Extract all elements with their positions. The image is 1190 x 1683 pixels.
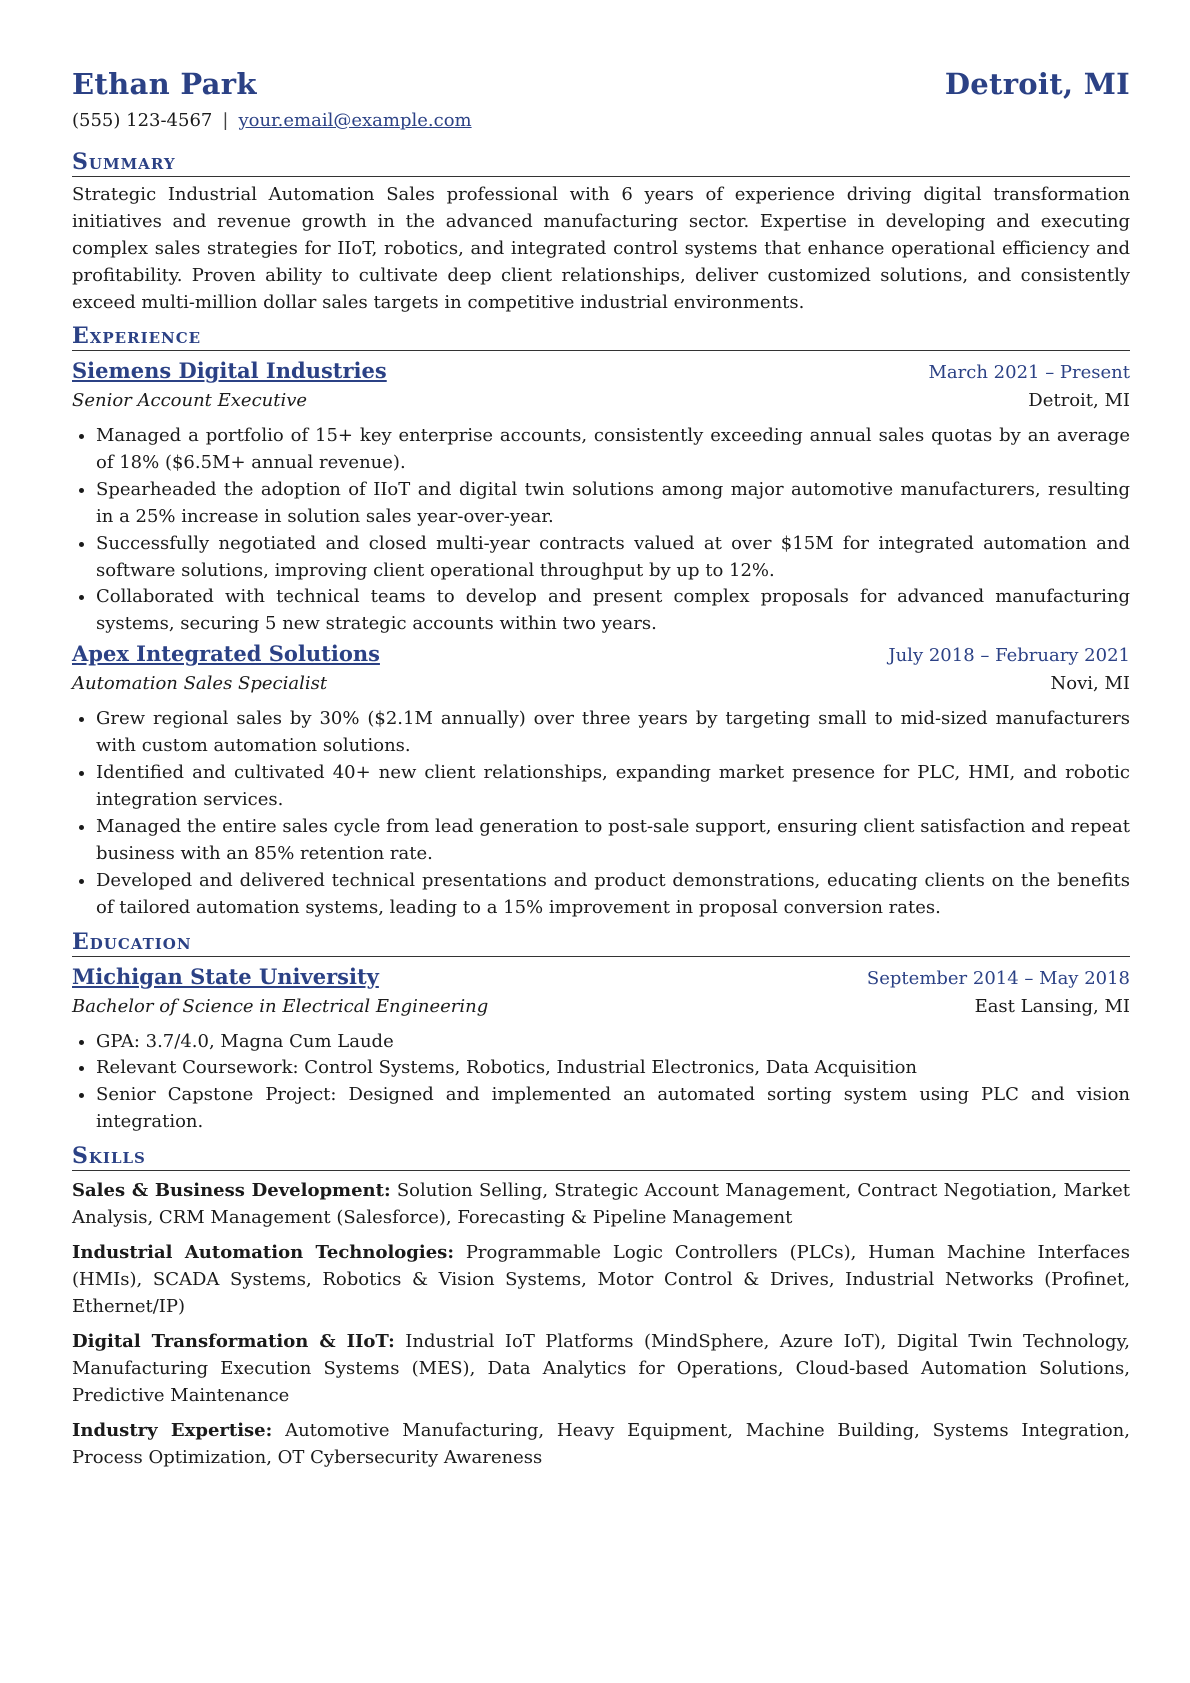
- list-item: • Relevant Coursework: Control Systems, Robotics, Industrial Electronics, Data Acquisition: [96, 1055, 1130, 1082]
- skill-group-label: Digital Transformation & IIoT:: [72, 1331, 395, 1353]
- skill-group-text: Industrial IoT Platforms (MindSphere, Azure IoT), Digital Twin Technology, Manufacturing Execution Systems (MES), Data Analytics for Operations, Cloud-based Automation Solutions, Predictive Maintenance: [72, 1331, 1130, 1407]
- skill-group: [72, 1239, 1130, 1320]
- employer-name[interactable]: Apex Integrated Solutions: [72, 641, 380, 667]
- responsibility-list: [72, 423, 1130, 638]
- list-item: • Collaborated with technical teams to develop and present complex proposals for advanced manufacturing systems, securing 5 new strategic accounts within two years.: [96, 584, 1130, 638]
- skill-group: [72, 1417, 1130, 1471]
- resume-header: [72, 62, 1130, 106]
- list-item: • Senior Capstone Project: Designed and implemented an automated sorting system using PLC and vision integration.: [96, 1082, 1130, 1136]
- entry-header: [72, 963, 1130, 993]
- resume-content: [72, 62, 1130, 1479]
- employment-dates: March 2021 – Present: [928, 362, 1130, 383]
- list-item: • Spearheaded the adoption of IIoT and digital twin solutions among major automotive manufacturers, resulting in a 25% increase in solution sales year-over-year.: [96, 477, 1130, 531]
- education-list: [72, 1029, 1130, 1137]
- skill-group: [72, 1328, 1130, 1409]
- list-item: • Identified and cultivated 40+ new client relationships, expanding market presence for PLC, HMI, and robotic integration services.: [96, 760, 1130, 814]
- contact-separator: |: [222, 110, 229, 131]
- list-item: • Grew regional sales by 30% ($2.1M annually) over three years by targeting small to mid-sized manufacturers with custom automation solutions.: [96, 706, 1130, 760]
- list-item: • Managed the entire sales cycle from lead generation to post-sale support, ensuring client satisfaction and repeat business with an 85% retention rate.: [96, 814, 1130, 868]
- phone-number: (555) 123-4567: [72, 110, 213, 131]
- skill-group-label: Industrial Automation Technologies:: [72, 1242, 454, 1264]
- list-item: • Developed and delivered technical presentations and product demonstrations, educating clients on the benefits of tailored automation systems, leading to a 15% improvement in proposal conversion rates.: [96, 868, 1130, 922]
- section-title-experience: Experience: [72, 322, 1130, 351]
- education-dates: September 2014 – May 2018: [866, 967, 1130, 989]
- list-item: • GPA: 3.7/4.0, Magna Cum Laude: [96, 1029, 1130, 1056]
- candidate-location: Detroit, MI: [944, 67, 1130, 101]
- contact-line: [72, 106, 1130, 136]
- school-name[interactable]: Michigan State University: [72, 963, 379, 989]
- entry-header: [72, 640, 1130, 670]
- skill-group-label: Industry Expertise:: [72, 1420, 273, 1442]
- entry-subheader: [72, 993, 1130, 1021]
- job-title: Senior Account Executive: [72, 390, 308, 411]
- skill-group-text: Solution Selling, Strategic Account Management, Contract Negotiation, Market Analysis, CRM Management (Salesforce), Forecasting & Pipeline Management: [72, 1180, 1130, 1229]
- job-location: Novi, MI: [1050, 673, 1130, 695]
- employment-dates: July 2018 – February 2021: [888, 645, 1130, 667]
- education-entry: [72, 963, 1130, 1137]
- skill-group-text: Automotive Manufacturing, Heavy Equipment, Machine Building, Systems Integration, Process Optimization, OT Cybersecurity Awareness: [72, 1420, 1130, 1469]
- list-item: • Managed a portfolio of 15+ key enterprise accounts, consistently exceeding annual sales quotas by an average of 18% ($6.5M+ annual revenue).: [96, 423, 1130, 477]
- job-location: Detroit, MI: [1028, 390, 1130, 411]
- list-item: • Successfully negotiated and closed multi-year contracts valued at over $15M for integrated automation and software solutions, improving client operational throughput by up to 12%.: [96, 531, 1130, 585]
- section-title-skills: Skills: [72, 1142, 1130, 1171]
- job-title: Automation Sales Specialist: [72, 673, 328, 695]
- experience-entry: [72, 357, 1130, 638]
- email-link[interactable]: your.email@example.com: [238, 110, 472, 131]
- responsibility-list: [72, 706, 1130, 921]
- section-title-education: Education: [72, 928, 1130, 957]
- section-title-summary: Summary: [72, 148, 1130, 177]
- candidate-name: Ethan Park: [72, 67, 257, 101]
- skill-group-text: Programmable Logic Controllers (PLCs), Human Machine Interfaces (HMIs), SCADA Systems, Robotics & Vision Systems, Motor Control & Drives, Industrial Networks (Profinet, Ethernet/IP): [72, 1242, 1130, 1318]
- entry-header: [72, 357, 1130, 387]
- entry-subheader: [72, 387, 1130, 415]
- experience-entry: [72, 640, 1130, 921]
- degree-title: Bachelor of Science in Electrical Engineering: [72, 995, 489, 1017]
- employer-name[interactable]: Siemens Digital Industries: [72, 358, 387, 383]
- school-location: East Lansing, MI: [974, 995, 1130, 1017]
- skill-group-label: Sales & Business Development:: [72, 1180, 391, 1202]
- entry-subheader: [72, 670, 1130, 698]
- summary-paragraph: Strategic Industrial Automation Sales professional with 6 years of experience driving digital transformation initiatives and revenue growth in the advanced manufacturing sector. Expertise in developing and executing complex sales strategies for IIoT, robotics, and integrated control systems that enhance operational efficiency and profitability. Proven ability to cultivate deep client relationships, deliver customized solutions, and consistently exceed multi-million dollar sales targets in competitive industrial environments.: [72, 184, 1130, 313]
- skill-group: [72, 1177, 1130, 1231]
